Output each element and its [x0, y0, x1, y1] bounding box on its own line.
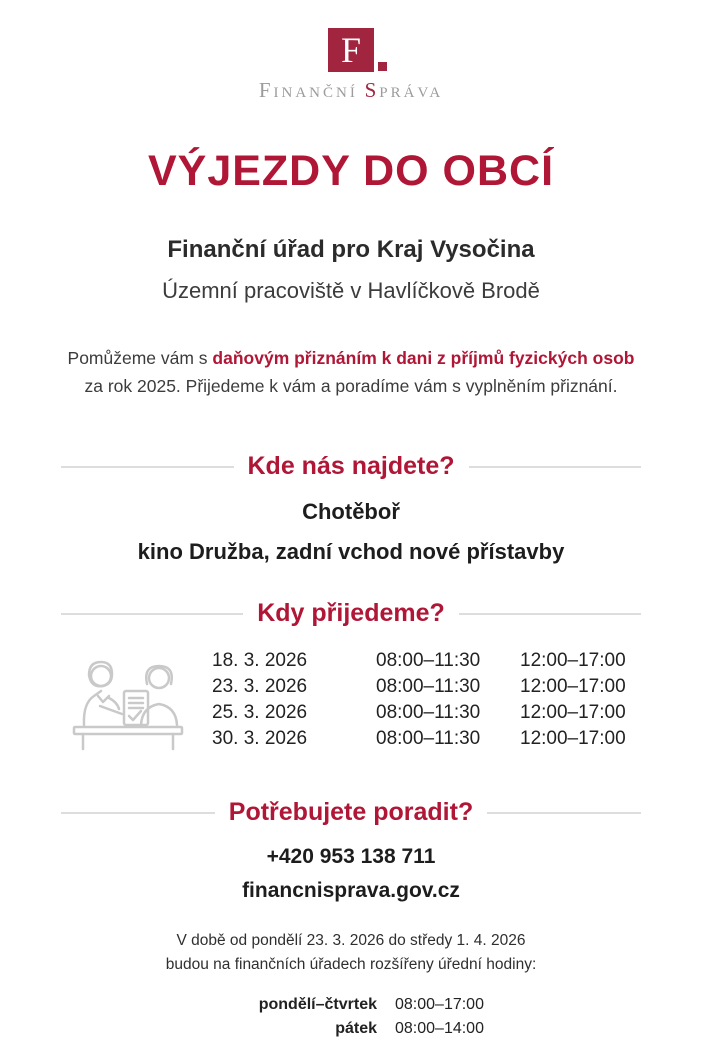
schedule-row — [212, 648, 640, 674]
office-hours-time: 08:00–17:00 — [395, 996, 484, 1014]
office-hours-table — [0, 993, 702, 1041]
page-title: VÝJEZDY DO OBCÍ — [147, 147, 555, 195]
schedule-afternoon-hours: 12:00–17:00 — [520, 676, 626, 697]
contact-phone: +420 953 138 711 — [266, 845, 436, 868]
office-hours-days: pátek — [335, 1020, 377, 1038]
schedule-block — [0, 646, 702, 754]
schedule-morning-hours: 08:00–11:30 — [376, 702, 481, 723]
section-heading-when — [61, 599, 641, 628]
consultation-icon — [62, 646, 194, 754]
schedule-row — [212, 700, 640, 726]
schedule-row — [212, 674, 640, 700]
schedule-morning-hours: 08:00–11:30 — [376, 728, 481, 749]
intro-line1-pre: Pomůžeme vám s — [67, 348, 213, 368]
contact-heading-label: Potřebujete poradit? — [228, 798, 474, 826]
logo-f-box: F — [328, 28, 374, 72]
schedule-date: 23. 3. 2026 — [212, 676, 308, 697]
section-heading-contact — [61, 798, 641, 827]
schedule-morning-hours: 08:00–11:30 — [376, 676, 481, 697]
intro-line2: za rok 2025. Přijedeme k vám a poradíme vám s vyplněním přiznání. — [84, 376, 618, 396]
location-city: Chotěboř — [302, 499, 400, 524]
wordmark-inancni: INANČNÍ — [273, 85, 358, 101]
contact-website: financnisprava.gov.cz — [242, 879, 460, 902]
intro-highlight: daňovým přiznáním k dani z příjmů fyzických osob — [212, 348, 635, 368]
wordmark-f: F — [258, 78, 274, 102]
wordmark-s: S — [364, 78, 380, 102]
section-heading-where — [61, 452, 641, 481]
schedule-date: 18. 3. 2026 — [212, 650, 308, 671]
note-line2: budou na finančních úřadech rozšířeny úřední hodiny: — [165, 956, 537, 974]
financni-sprava-logo — [0, 28, 702, 103]
wordmark-prava: PRÁVA — [379, 85, 444, 101]
office-name: Finanční úřad pro Kraj Vysočina — [167, 236, 535, 263]
location-address: kino Družba, zadní vchod nové přístavby — [137, 539, 565, 564]
where-heading-label: Kde nás najdete? — [247, 452, 455, 480]
schedule-date: 30. 3. 2026 — [212, 728, 308, 749]
extended-hours-note — [0, 929, 702, 977]
note-line1: V době od pondělí 23. 3. 2026 do středy 1. 4. 2026 — [176, 932, 526, 949]
schedule-afternoon-hours: 12:00–17:00 — [520, 702, 626, 723]
logo-dot — [378, 62, 387, 71]
schedule-date: 25. 3. 2026 — [212, 702, 308, 723]
visit-schedule-table — [212, 648, 640, 752]
logo-monogram-icon — [328, 28, 374, 72]
office-hours-time: 08:00–14:00 — [395, 1020, 484, 1038]
office-branch: Územní pracoviště v Havlíčkově Brodě — [162, 278, 540, 303]
office-hours-days: pondělí–čtvrtek — [258, 996, 377, 1014]
schedule-row — [212, 726, 640, 752]
schedule-morning-hours: 08:00–11:30 — [376, 650, 481, 671]
when-heading-label: Kdy přijedeme? — [257, 599, 445, 627]
schedule-afternoon-hours: 12:00–17:00 — [520, 650, 626, 671]
logo-wordmark — [259, 78, 443, 103]
intro-paragraph — [0, 344, 702, 400]
schedule-afternoon-hours: 12:00–17:00 — [520, 728, 626, 749]
